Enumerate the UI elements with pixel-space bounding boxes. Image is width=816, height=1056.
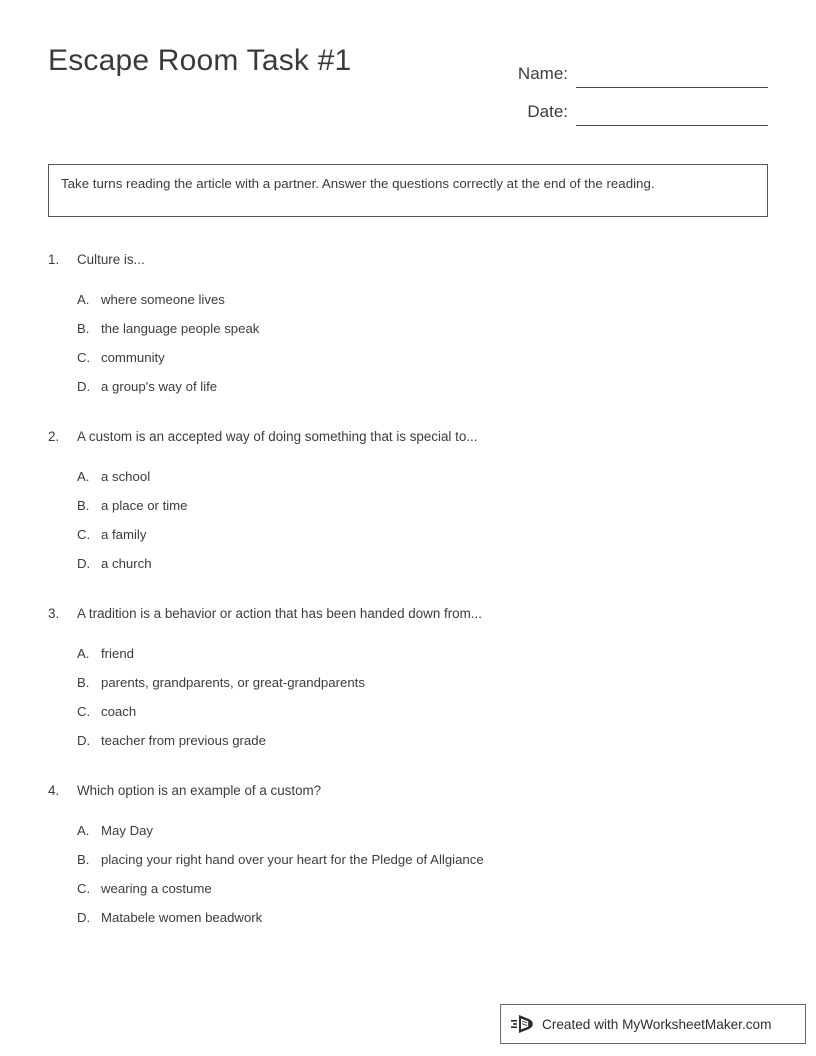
date-field-label: Date: [527,102,568,121]
answer-option[interactable] [77,496,768,525]
name-field-label: Name: [517,64,568,83]
option-text: parents, grandparents, or great-grandparents [101,675,365,690]
page-title: Escape Room Task #1 [48,44,352,77]
option-letter: C. [77,704,91,719]
question-number: 3. [48,606,60,621]
answer-option[interactable] [77,348,768,377]
option-text: May Day [101,823,154,838]
date-field-row [498,88,768,126]
option-text: coach [101,704,137,719]
option-letter: A. [77,292,90,307]
answer-option[interactable] [77,554,768,583]
question-number: 1. [48,252,60,267]
directions-box [48,164,768,217]
option-text: a school [101,469,151,484]
name-input-line[interactable] [576,65,768,88]
answer-option[interactable] [77,377,768,406]
answer-options [48,290,768,406]
question-block [48,427,768,583]
option-letter: B. [77,321,90,336]
answer-option[interactable] [77,702,768,731]
option-letter: A. [77,469,90,484]
option-letter: B. [77,675,90,690]
option-letter: B. [77,852,90,867]
question-text: Culture is... [77,252,145,267]
question-text: A custom is an accepted way of doing something that is special to... [77,429,478,444]
option-letter: D. [77,910,91,925]
answer-option[interactable] [77,908,768,937]
answer-option[interactable] [77,525,768,554]
question-text: Which option is an example of a custom? [77,783,322,798]
option-text: the language people speak [101,321,260,336]
option-text: a church [101,556,152,571]
worksheet-maker-logo-icon [510,1011,536,1037]
answer-option[interactable] [77,821,768,850]
question-prompt-row [48,781,768,800]
option-text: friend [101,646,134,661]
option-text: Matabele women beadwork [101,910,263,925]
option-text: community [101,350,165,365]
worksheet-header [48,44,768,124]
answer-option[interactable] [77,319,768,348]
option-text: a place or time [101,498,188,513]
answer-option[interactable] [77,879,768,908]
question-block [48,781,768,937]
option-letter: D. [77,379,91,394]
question-number: 4. [48,783,60,798]
option-text: placing your right hand over your heart for the Pledge of Allgiance [101,852,484,867]
option-text: a group's way of life [101,379,218,394]
directions-text: Take turns reading the article with a partner. Answer the questions correctly at the end of the reading. [61,176,655,191]
answer-option[interactable] [77,731,768,760]
answer-options [48,821,768,937]
question-block [48,604,768,760]
questions-list [48,250,768,958]
option-letter: D. [77,556,91,571]
question-block [48,250,768,406]
question-text: A tradition is a behavior or action that has been handed down from... [77,606,482,621]
option-letter: C. [77,881,91,896]
answer-option[interactable] [77,850,768,879]
answer-option[interactable] [77,467,768,496]
answer-option[interactable] [77,290,768,319]
footer-attribution-text: Created with MyWorksheetMaker.com [542,1016,772,1032]
option-letter: D. [77,733,91,748]
option-text: where someone lives [101,292,225,307]
answer-options [48,467,768,583]
answer-options [48,644,768,760]
question-prompt-row [48,427,768,446]
option-letter: C. [77,350,91,365]
question-number: 2. [48,429,60,444]
name-field-row [498,50,768,88]
option-letter: C. [77,527,91,542]
footer-attribution-badge[interactable] [500,1004,806,1044]
option-letter: B. [77,498,90,513]
option-letter: A. [77,823,90,838]
date-input-line[interactable] [576,103,768,126]
answer-option[interactable] [77,644,768,673]
answer-option[interactable] [77,673,768,702]
question-prompt-row [48,604,768,623]
student-info-fields [498,50,768,126]
option-letter: A. [77,646,90,661]
question-prompt-row [48,250,768,269]
option-text: teacher from previous grade [101,733,266,748]
option-text: wearing a costume [101,881,212,896]
option-text: a family [101,527,147,542]
